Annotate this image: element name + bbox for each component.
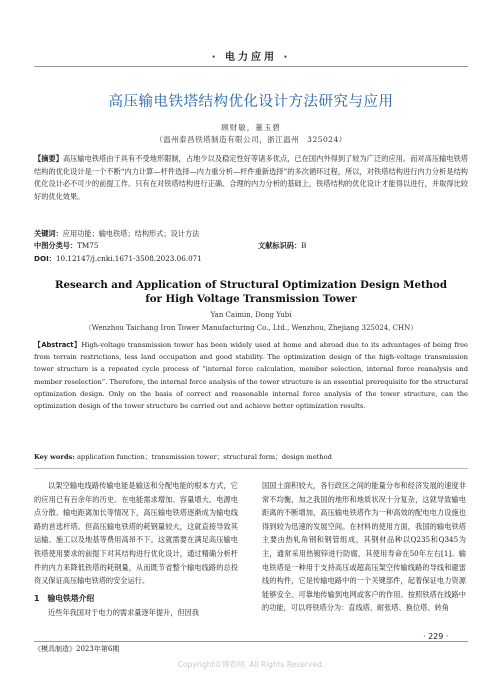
- page-number: · 229 ·: [423, 632, 449, 641]
- authors-en: Yan Caimin, Dong Yubi: [210, 311, 292, 319]
- clc-label: 中图分类号：: [34, 241, 78, 250]
- doc-code: [258, 241, 306, 251]
- body-divider: [34, 468, 468, 469]
- title-en-line2: for High Voltage Transmission Tower: [145, 293, 357, 305]
- section-tag: · 电力应用 ·: [211, 52, 291, 63]
- keywords-en-label: Key words:: [34, 453, 75, 461]
- abstract-en-label: 【Abstract】: [34, 341, 82, 349]
- header-rule: [34, 66, 468, 67]
- section1-paragraph-continued: 国国土面积较大，各行政区之间的能量分布和经济发展的速度非常不均衡，加之我国的地形和地质状况十分复杂，这就导致输电距离的不断增加，高压输电铁塔作为一种高效的配电电力设施也得到较为迅速的发展空间。在材料的使用方面，我国的输电铁塔主要由热轧角钢和钢管组成，其钢材品种以Q235和Q345为主，通常采用热镀锌进行防腐，其使用寿命在50年左右[1]。输电铁塔是一种用于支持高压或超高压架空传输线路的导线和避雷线的构件，它是传输电路中的一个关键部件，起着保证电力资源能够安全、可靠地传输到电网或客户的作用。按照铁塔在线路中的功能，可以将铁塔分为：直线塔、耐张塔、换位塔、转角: [262, 481, 466, 613]
- affiliation-cn: （温州泰昌铁塔制造有限公司，浙江温州 325024）: [155, 135, 347, 144]
- clc-number: [34, 241, 98, 251]
- section-number: 1: [34, 593, 40, 603]
- clc-value: TM75: [77, 241, 99, 250]
- doi: [34, 254, 202, 264]
- abstract-cn: [34, 153, 468, 203]
- copyright-watermark: Copyright©博看网. All Rights Reserved.: [177, 660, 325, 669]
- paper-title-en: [0, 278, 502, 306]
- doi-value: 10.12147/j.cnki.1671-3508.2023.06.071: [55, 254, 202, 263]
- keywords-cn-text: 应用功能；输电铁塔；结构形式；设计方法: [62, 229, 200, 238]
- doc-code-label: 文献标识码：: [258, 241, 302, 250]
- affiliation-en: （Wenzhou Taichang Iron Tower Manufacturing Co., Ltd., Wenzhou, Zhejiang 325024, CHN）: [84, 324, 418, 332]
- footer-rule: [34, 641, 468, 642]
- keywords-cn-label: 关键词：: [34, 229, 63, 238]
- section1-paragraph-start: 近些年我国对于电力的需求量逐年提升，但因我: [48, 608, 199, 618]
- keywords-en-text: application function；transmission tower；structural form；design method: [76, 453, 332, 461]
- paper-title-cn: 高压输电铁塔结构优化设计方法研究与应用: [108, 94, 394, 110]
- abstract-en-text: High-voltage transmission tower has been widely used at home and abroad due to its advantages of being free from terrain restrictions, less land occupation and good stability. The optimization design of the high-voltage transmission tower structure is a repeated cycle process of “internal force calculation, member selection, internal force reanalysis and member reselection”. Therefore, the internal force analysis of the tower structure is an essential prerequisite for the structural optimization design. Only on the basis of correct and reasonable internal force analysis of the tower structure, can the optimization design of the tower structure be carried out and achieve better optimization results.: [34, 341, 468, 411]
- body-column-right: [262, 479, 466, 615]
- body-column-left: [34, 479, 238, 620]
- section-heading-1: [34, 592, 238, 606]
- doi-label: DOI：: [34, 254, 56, 263]
- intro-paragraph: 以架空输电线路传输电能是输送和分配电能的根本方式，它的应用已有百余年的历史。在电能需求增加、容量增大、电源电点分散、输电距离加长等情况下，高压输电铁塔逐渐成为输电线路的首选杆塔。但高压输电铁塔的耗钢量较大，这就直接导致其运输、施工以及地基等费用高昂不下。这就需要在满足高压输电铁塔使用要求的前提下对其结构进行优化设计，通过精确分析杆件的内力来降低铁塔的耗钢量，从而既节省整个输电线路的总投资又保证高压输电铁塔的安全运行。: [34, 481, 238, 586]
- abstract-cn-label: 【摘要】: [34, 154, 63, 163]
- doc-code-value: B: [301, 241, 307, 250]
- title-en-line1: Research and Application of Structural Optimization Design Method: [55, 279, 447, 291]
- keywords-en: [34, 451, 468, 461]
- journal-citation: 《模具制造》2023年第6期: [34, 645, 120, 653]
- abstract-en: [34, 339, 468, 412]
- authors-cn: 顾财敏，董玉碧: [221, 123, 281, 132]
- abstract-cn-text: 高压输电铁塔由于具有不受地形限制，占地少以及稳定性好等诸多优点，已在国内外得到了较为广泛的应用。而对高压输电铁塔结构的优化设计是一个不断“内力计算—杆件选择—内力重分析—杆件重新选择”的多次循环过程，所以，对铁塔结构进行内力分析是结构优化设计必不可少的前提工作。只有在对铁塔结构进行正确、合理的内力分析的基础上，铁塔结构的优化设计才能得以进行，并取得比较好的优化效果。: [34, 154, 468, 201]
- section-title: 输电铁塔介绍: [47, 593, 95, 603]
- keywords-cn: [34, 229, 468, 239]
